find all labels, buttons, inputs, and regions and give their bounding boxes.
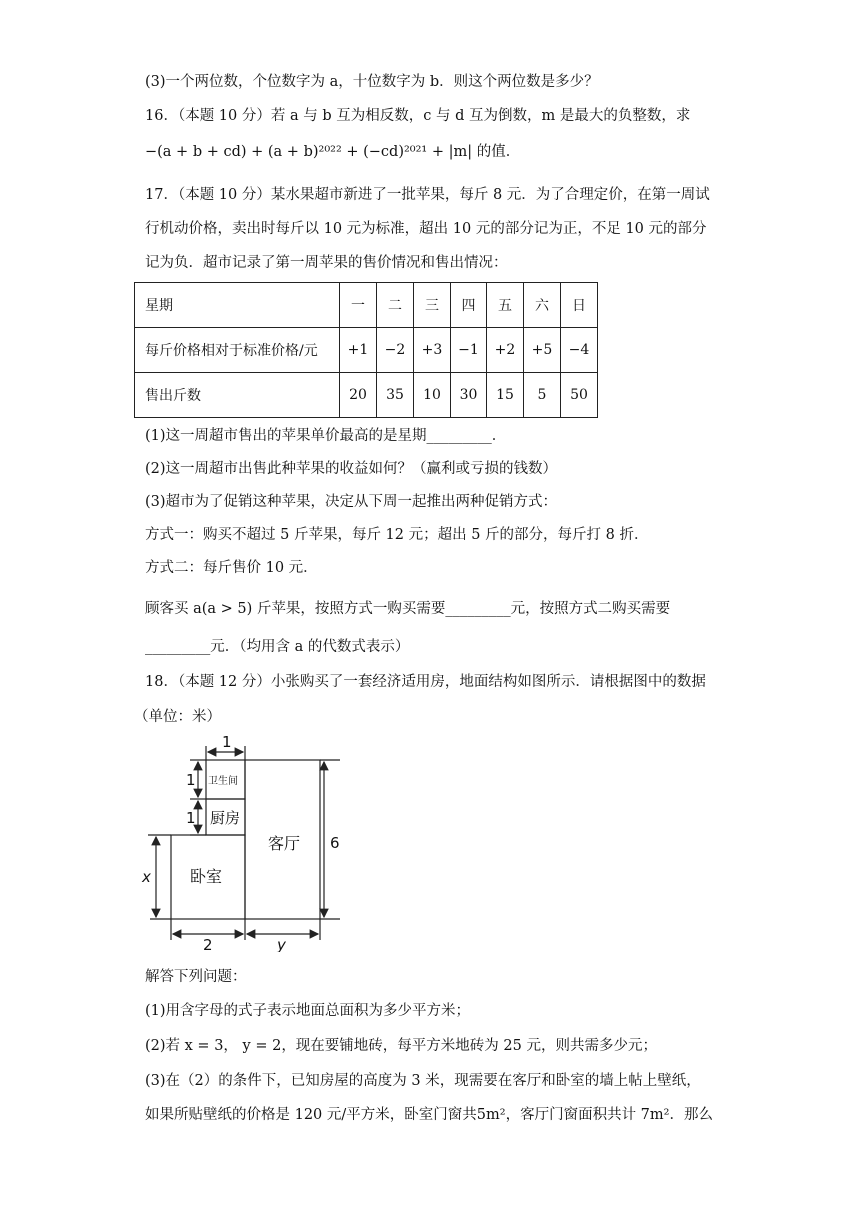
- table-cell-day: 三: [414, 283, 451, 328]
- dim-bath-label: 1: [186, 771, 196, 789]
- kitchen-label: 厨房: [210, 809, 241, 827]
- dim-kitchen-label: 1: [186, 809, 196, 827]
- problem17-q3-line1: 顾客买 a(a > 5) 斤苹果，按照方式一购买需要_________元，按照方式二购买需要: [145, 601, 671, 617]
- table-cell-sold: 10: [414, 373, 451, 418]
- table-cell-price: +5: [524, 328, 561, 373]
- problem17-q1: (1)这一周超市售出的苹果单价最高的是星期_________．: [145, 428, 507, 444]
- table-cell-day: 五: [487, 283, 524, 328]
- table-row-days: [135, 283, 598, 328]
- table-cell-day: 一: [340, 283, 377, 328]
- problem16-header: 16．（本题 10 分）若 a 与 b 互为相反数，c 与 d 互为倒数，m 是最大的负整数，求: [145, 108, 691, 124]
- table-cell-price: −1: [451, 328, 487, 373]
- table-header-weekday: 星期: [135, 283, 340, 328]
- dim-height-label: 6: [330, 834, 340, 852]
- problem18-q3-line2: 如果所贴壁纸的价格是 120 元/平方米，卧室门窗共5m²，客厅门窗面积共计 7m²．那么: [145, 1107, 713, 1123]
- table-cell-sold: 50: [561, 373, 598, 418]
- table-cell-day: 四: [451, 283, 487, 328]
- problem18-intro2: （单位：米）: [134, 709, 221, 725]
- problem17-intro-3: 记为负．超市记录了第一周苹果的售价情况和售出情况：: [145, 255, 508, 271]
- problem17-intro-2: 行机动价格，卖出时每斤以 10 元为标准，超出 10 元的部分记为正，不足 10 元的部分: [145, 221, 707, 237]
- bedroom-label: 卧室: [190, 867, 223, 886]
- problem17-way2: 方式二：每斤售价 10 元．: [145, 560, 318, 576]
- table-cell-price: +1: [340, 328, 377, 373]
- table-cell-day: 六: [524, 283, 561, 328]
- table-row-sold: [135, 373, 598, 418]
- table-cell-sold: 30: [451, 373, 487, 418]
- table-row-price: [135, 328, 598, 373]
- table-cell-price: −4: [561, 328, 598, 373]
- table-cell-price: +2: [487, 328, 524, 373]
- table-cell-price: −2: [377, 328, 414, 373]
- dim-x-label: x: [142, 868, 151, 886]
- table-header-price: 每斤价格相对于标准价格/元: [135, 328, 340, 373]
- dim-bottom-right-label: y: [277, 936, 286, 952]
- table-cell-sold: 20: [340, 373, 377, 418]
- table-cell-day: 日: [561, 283, 598, 328]
- dim-top-label: 1: [222, 733, 232, 751]
- bathroom-label: 卫生间: [208, 776, 238, 787]
- dim-bottom-left-label: 2: [203, 936, 213, 952]
- problem18-q2: (2)若 x = 3， y = 2，现在要铺地砖，每平方米地砖为 25 元，则共需多少元；: [145, 1038, 657, 1054]
- problem18-q3-line1: (3)在（2）的条件下，已知房屋的高度为 3 米，现需要在客厅和卧室的墙上帖上壁纸，: [145, 1073, 701, 1089]
- floor-plan-figure: [140, 732, 360, 952]
- table-cell-sold: 15: [487, 373, 524, 418]
- problem18-intro1: 18．（本题 12 分）小张购买了一套经济适用房，地面结构如图所示．请根据图中的数据: [145, 674, 706, 690]
- problem18-q1: (1)用含字母的式子表示地面总面积为多少平方米；: [145, 1003, 471, 1019]
- problem18-answer-intro: 解答下列问题：: [145, 969, 247, 985]
- problem17-q3: (3)超市为了促销这种苹果，决定从下周一起推出两种促销方式：: [145, 494, 558, 510]
- table-header-sold: 售出斤数: [135, 373, 340, 418]
- table-cell-sold: 35: [377, 373, 414, 418]
- table-cell-price: +3: [414, 328, 451, 373]
- problem17-q2: (2)这一周超市出售此种苹果的收益如何？（赢利或亏损的钱数）: [145, 461, 558, 477]
- problem16-expression: −(a + b + cd) + (a + b)²⁰²² + (−cd)²⁰²¹ + |m| 的值．: [145, 144, 521, 160]
- living-room-label: 客厅: [268, 834, 301, 853]
- problem15-part3: (3)一个两位数，个位数字为 a，十位数字为 b．则这个两位数是多少？: [145, 74, 599, 90]
- problem17-intro-1: 17．（本题 10 分）某水果超市新进了一批苹果，每斤 8 元．为了合理定价，在第一周试: [145, 187, 710, 203]
- problem17-q3-line2: _________元．（均用含 a 的代数式表示）: [145, 639, 410, 655]
- problem17-way1: 方式一：购买不超过 5 斤苹果，每斤 12 元；超出 5 斤的部分，每斤打 8 折．: [145, 527, 649, 543]
- table-cell-sold: 5: [524, 373, 561, 418]
- sales-table: [134, 282, 598, 418]
- table-cell-day: 二: [377, 283, 414, 328]
